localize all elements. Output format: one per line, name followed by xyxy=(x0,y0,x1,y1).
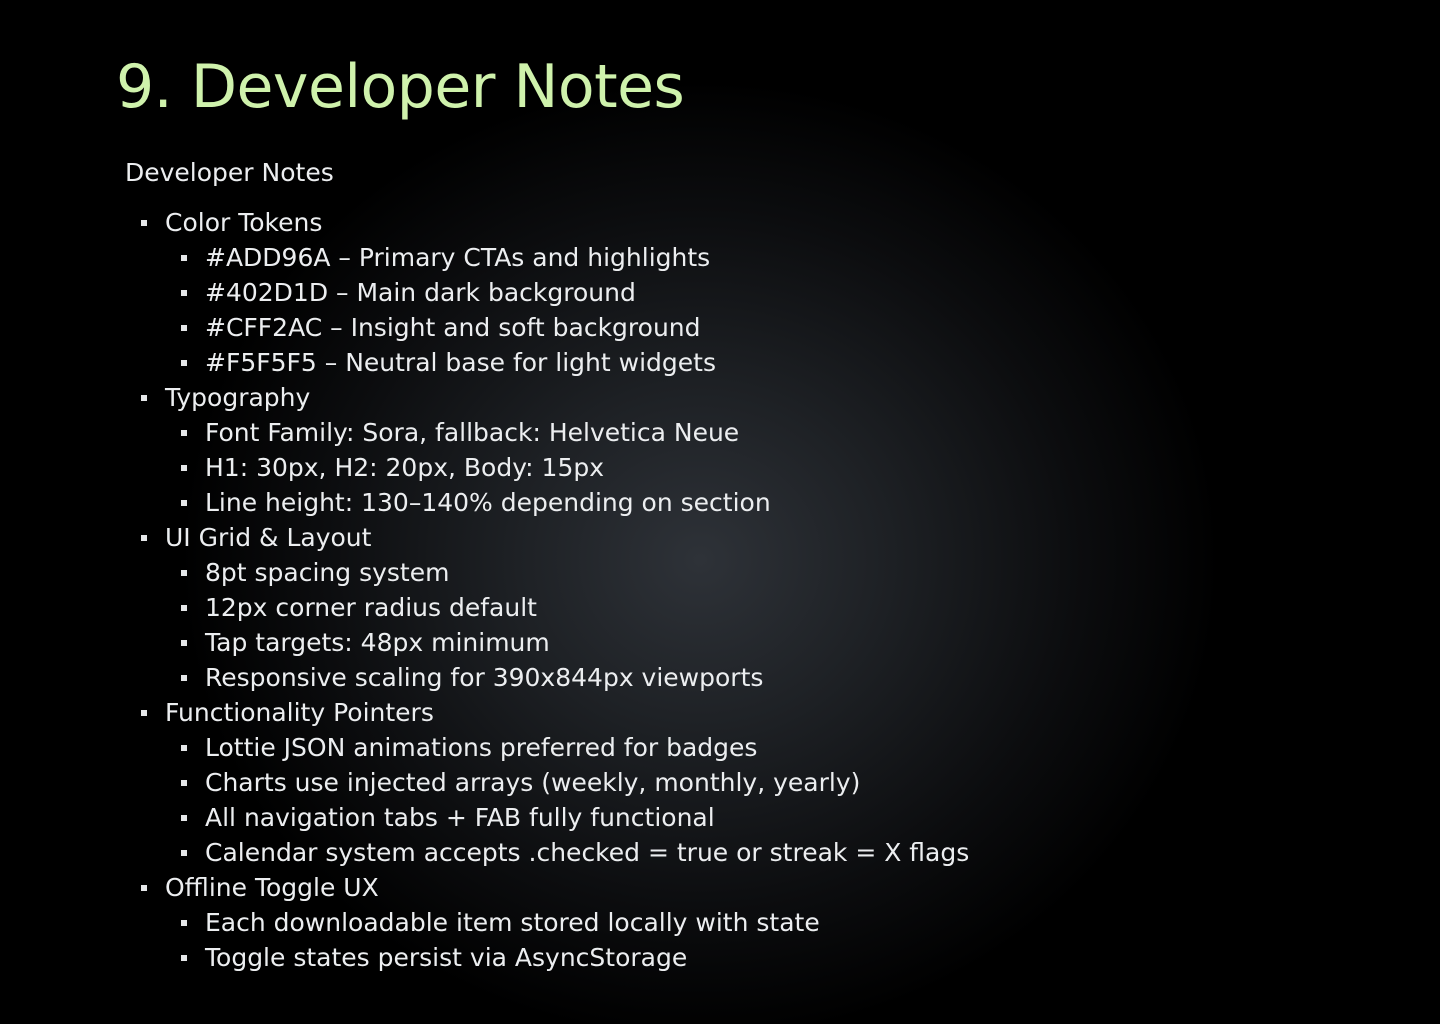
list-item xyxy=(125,730,969,765)
bullet-icon xyxy=(181,500,187,506)
section-row xyxy=(125,205,969,240)
item-text: Tap targets: 48px minimum xyxy=(205,628,550,657)
section-label: Functionality Pointers xyxy=(165,698,434,727)
section-row xyxy=(125,695,969,730)
list-item xyxy=(125,625,969,660)
bullet-icon xyxy=(181,255,187,261)
notes-section xyxy=(125,870,969,975)
page-title: 9. Developer Notes xyxy=(116,52,685,122)
bullet-icon xyxy=(181,325,187,331)
item-text: Each downloadable item stored locally with state xyxy=(205,908,820,937)
list-item xyxy=(125,555,969,590)
list-item xyxy=(125,835,969,870)
section-items xyxy=(125,905,969,975)
list-item xyxy=(125,765,969,800)
section-heading: Developer Notes xyxy=(125,158,334,187)
list-item xyxy=(125,345,969,380)
item-text: #F5F5F5 – Neutral base for light widgets xyxy=(205,348,716,377)
bullet-icon xyxy=(141,535,147,541)
item-text: Charts use injected arrays (weekly, monthly, yearly) xyxy=(205,768,861,797)
section-label: Typography xyxy=(165,383,311,412)
item-text: Line height: 130–140% depending on section xyxy=(205,488,771,517)
bullet-icon xyxy=(141,885,147,891)
bullet-icon xyxy=(181,570,187,576)
bullet-icon xyxy=(181,430,187,436)
bullet-icon xyxy=(181,605,187,611)
list-item xyxy=(125,415,969,450)
item-text: All navigation tabs + FAB fully functional xyxy=(205,803,715,832)
item-text: #402D1D – Main dark background xyxy=(205,278,636,307)
list-item xyxy=(125,660,969,695)
bullet-icon xyxy=(181,675,187,681)
list-item xyxy=(125,310,969,345)
item-text: Responsive scaling for 390x844px viewports xyxy=(205,663,764,692)
list-item xyxy=(125,240,969,275)
bullet-icon xyxy=(181,920,187,926)
bullet-icon xyxy=(181,360,187,366)
item-text: 12px corner radius default xyxy=(205,593,537,622)
section-items xyxy=(125,415,969,520)
list-item xyxy=(125,800,969,835)
list-item xyxy=(125,275,969,310)
item-text: #CFF2AC – Insight and soft background xyxy=(205,313,701,342)
bullet-icon xyxy=(181,465,187,471)
list-item xyxy=(125,590,969,625)
list-item xyxy=(125,485,969,520)
bullet-icon xyxy=(181,815,187,821)
section-items xyxy=(125,555,969,695)
section-row xyxy=(125,520,969,555)
section-label: Color Tokens xyxy=(165,208,323,237)
section-items xyxy=(125,730,969,870)
section-row xyxy=(125,380,969,415)
section-row xyxy=(125,870,969,905)
developer-notes-list xyxy=(125,205,969,975)
bullet-icon xyxy=(181,745,187,751)
bullet-icon xyxy=(181,955,187,961)
section-items xyxy=(125,240,969,380)
item-text: Font Family: Sora, fallback: Helvetica Neue xyxy=(205,418,740,447)
bullet-icon xyxy=(181,290,187,296)
bullet-icon xyxy=(181,640,187,646)
item-text: #ADD96A – Primary CTAs and highlights xyxy=(205,243,711,272)
bullet-icon xyxy=(141,220,147,226)
item-text: Lottie JSON animations preferred for badges xyxy=(205,733,758,762)
item-text: 8pt spacing system xyxy=(205,558,450,587)
section-label: Offline Toggle UX xyxy=(165,873,379,902)
section-label: UI Grid & Layout xyxy=(165,523,372,552)
list-item xyxy=(125,905,969,940)
item-text: H1: 30px, H2: 20px, Body: 15px xyxy=(205,453,605,482)
list-item xyxy=(125,940,969,975)
bullet-icon xyxy=(141,395,147,401)
notes-section xyxy=(125,520,969,695)
bullet-icon xyxy=(181,850,187,856)
item-text: Toggle states persist via AsyncStorage xyxy=(205,943,688,972)
bullet-icon xyxy=(141,710,147,716)
item-text: Calendar system accepts .checked = true or streak = X flags xyxy=(205,838,970,867)
notes-section xyxy=(125,380,969,520)
notes-section xyxy=(125,695,969,870)
bullet-icon xyxy=(181,780,187,786)
notes-section xyxy=(125,205,969,380)
list-item xyxy=(125,450,969,485)
